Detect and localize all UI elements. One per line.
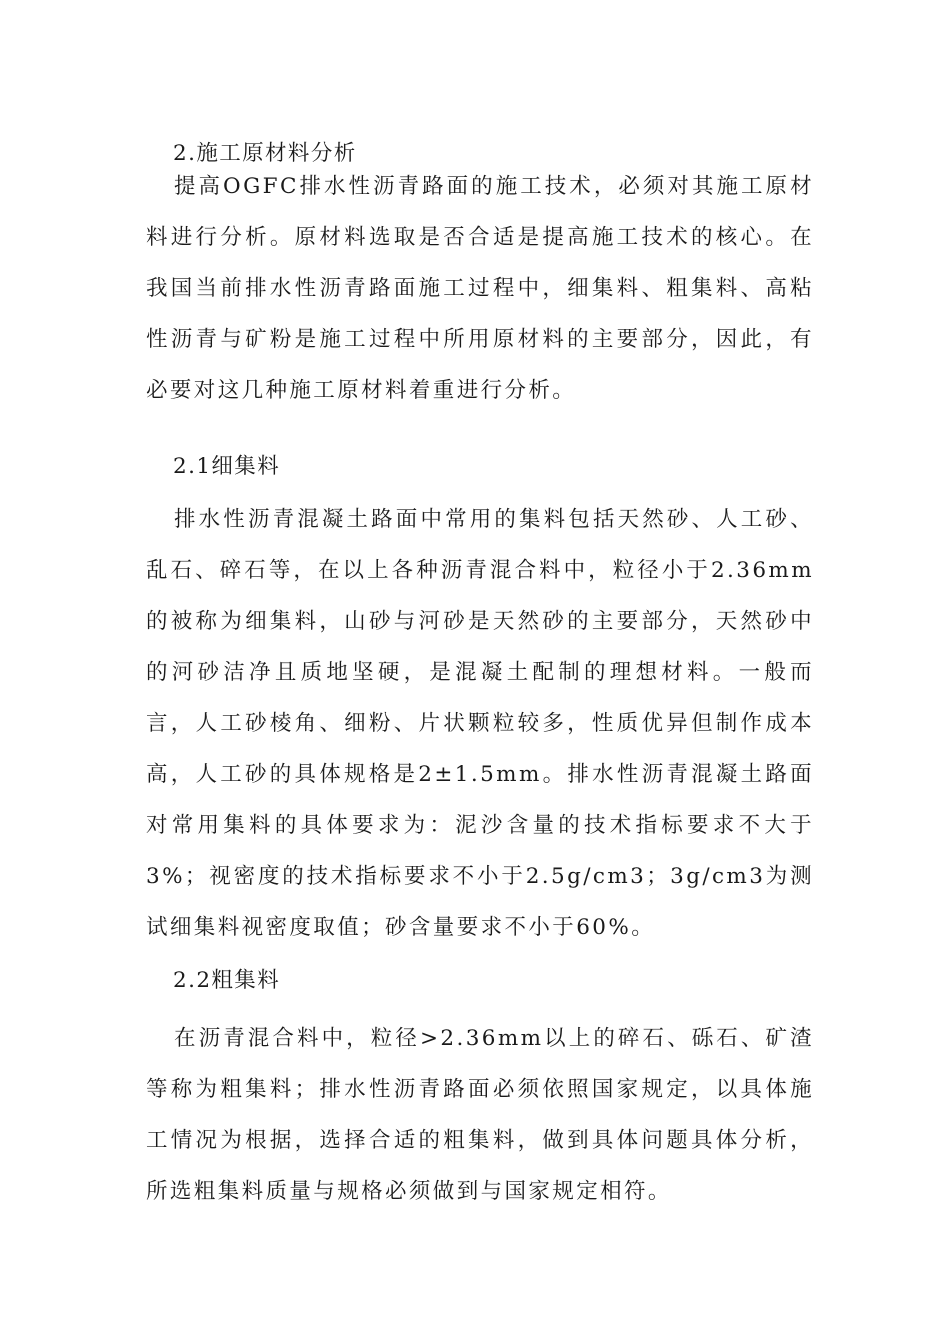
section-paragraph-fine-aggregate bbox=[146, 494, 814, 953]
section-heading-coarse-aggregate: 2.2粗集料 bbox=[173, 968, 281, 993]
section-paragraph-raw-materials bbox=[146, 161, 814, 416]
paragraph-text: 提高OGFC排水性沥青路面的施工技术，必须对其施工原材料进行分析。原材料选取是否合适是提高施工技术的核心。在我国当前排水性沥青路面施工过程中，细集料、粗集料、高粘性沥青与矿粉是施工过程中所用原材料的主要部分，因此，有必要对这几种施工原材料着重进行分析。 bbox=[146, 174, 814, 403]
section-heading-fine-aggregate: 2.1细集料 bbox=[173, 454, 281, 479]
paragraph-text: 排水性沥青混凝土路面中常用的集料包括天然砂、人工砂、乱石、碎石等，在以上各种沥青混合料中，粒径小于2.36mm的被称为细集料，山砂与河砂是天然砂的主要部分，天然砂中的河砂洁净且质地坚硬，是混凝土配制的理想材料。一般而言，人工砂棱角、细粉、片状颗粒较多，性质优异但制作成本高，人工砂的具体规格是2±1.5mm。排水性沥青混凝土路面对常用集料的具体要求为：泥沙含量的技术指标要求不大于3%；视密度的技术指标要求不小于2.5g/cm3；3g/cm3为测试细集料视密度取值；砂含量要求不小于60%。 bbox=[146, 507, 814, 940]
section-paragraph-coarse-aggregate bbox=[146, 1013, 814, 1217]
paragraph-text: 在沥青混合料中，粒径>2.36mm以上的碎石、砾石、矿渣等称为粗集料；排水性沥青路面必须依照国家规定，以具体施工情况为根据，选择合适的粗集料，做到具体问题具体分析，所选粗集料质量与规格必须做到与国家规定相符。 bbox=[146, 1026, 814, 1204]
section-heading-raw-materials: 2.施工原材料分析 bbox=[173, 141, 357, 166]
